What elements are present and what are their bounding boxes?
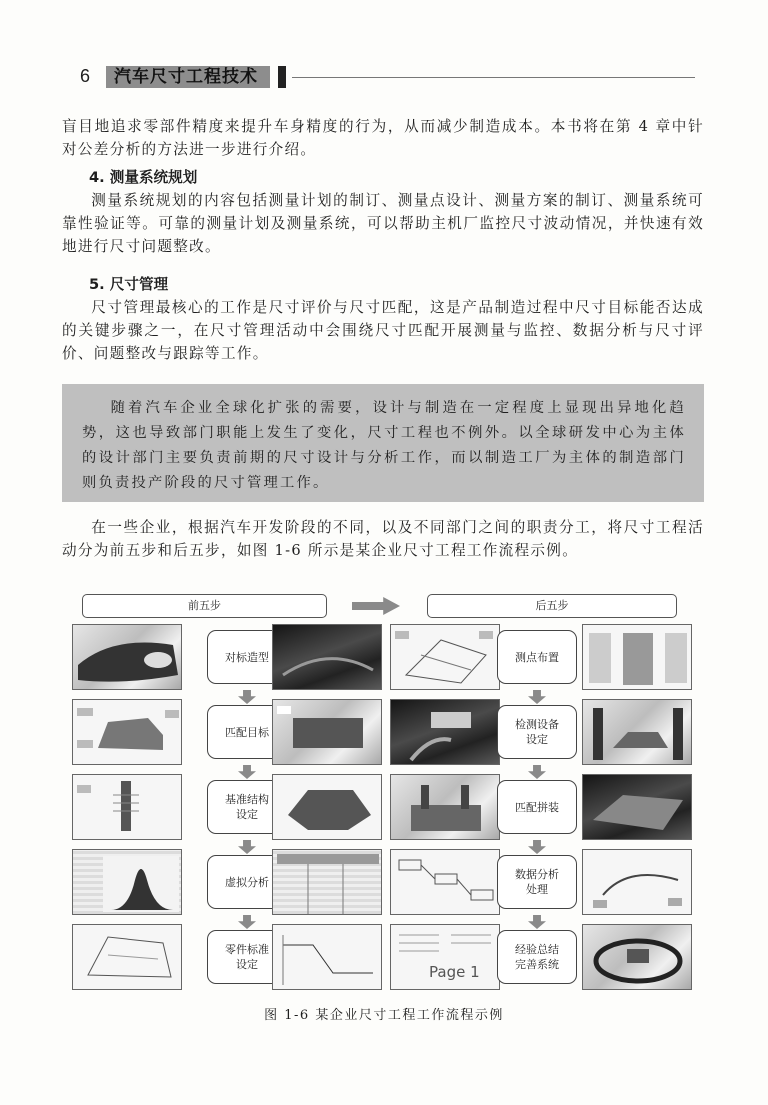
measure-chart-picture xyxy=(583,625,692,690)
flowchart-picture xyxy=(391,850,500,915)
thumb-analysis-car xyxy=(582,849,692,915)
front-arrow-4 xyxy=(238,915,256,929)
back-arrow-1 xyxy=(528,690,546,704)
page-one-label: Page 1 xyxy=(429,963,480,981)
histogram-picture xyxy=(73,850,182,915)
intro-paragraph: 盲目地追求零部件精度来提升车身精度的行为，从而减少制造成本。本书将在第 4 章中针对公差分析的方法进一步进行介绍。 xyxy=(62,118,704,158)
front-arrow-3 xyxy=(238,840,256,854)
front-step-2: 匹配目标 xyxy=(207,705,287,759)
thumb-subframe xyxy=(272,774,382,840)
fixture-picture xyxy=(391,775,500,840)
front-arrow-1 xyxy=(238,690,256,704)
thumb-spreadsheet xyxy=(272,849,382,915)
analysis-car-picture xyxy=(583,850,692,915)
stage-arrow xyxy=(352,597,400,615)
section-heading-4: 4. 测量系统规划 xyxy=(89,169,198,186)
back-step-3: 匹配拼装 xyxy=(497,780,577,834)
thumb-interior xyxy=(272,699,382,765)
measurement-paragraph: 测量系统规划的内容包括测量计划的制订、测量点设计、测量方案的制订、测量系统可靠性验证等。可靠的测量计划及测量系统，可以帮助主机厂监控尺寸波动情况，并快速有效地进行尺寸问题整改。 xyxy=(62,192,704,255)
thumb-cmm xyxy=(582,699,692,765)
ring-fixture-picture xyxy=(583,925,692,990)
note-box xyxy=(62,384,704,502)
workflow-figure xyxy=(72,594,692,992)
thumb-panel xyxy=(72,924,182,990)
back-arrow-3 xyxy=(528,840,546,854)
back-arrow-4 xyxy=(528,915,546,929)
front-step-3: 基准结构 设定 xyxy=(207,780,287,834)
thumb-histogram xyxy=(72,849,182,915)
stage-front-label: 前五步 xyxy=(82,594,327,618)
subframe-picture xyxy=(273,775,382,840)
thumb-ring-fixture xyxy=(582,924,692,990)
car-headlight-picture xyxy=(73,625,182,690)
back-step-2: 检测设备 设定 xyxy=(497,705,577,759)
thumb-probe xyxy=(390,699,500,765)
car-model-picture xyxy=(73,700,182,765)
back-arrow-2 xyxy=(528,765,546,779)
back-step-4: 数据分析 处理 xyxy=(497,855,577,909)
back-step-1: 测点布置 xyxy=(497,630,577,684)
thumb-car-dark xyxy=(272,624,382,690)
spreadsheet-picture xyxy=(273,850,382,915)
interior-picture xyxy=(273,700,382,765)
thumb-measure-chart xyxy=(582,624,692,690)
thumb-flowchart xyxy=(390,849,500,915)
thumb-car-headlight xyxy=(72,624,182,690)
thumb-measure-points xyxy=(390,624,500,690)
car-dark-picture xyxy=(273,625,382,690)
front-step-5: 零件标准 设定 xyxy=(207,930,287,984)
note-text: 随着汽车企业全球化扩张的需要，设计与制造在一定程度上显现出异地化趋势，这也导致部门职能上发生了变化，尺寸工程也不例外。以全球研发中心为主体的设计部门主要负责前期的尺寸设计与分析工作，而以制造工厂为主体的制造部门则负责投产阶段的尺寸管理工作。 xyxy=(82,400,686,491)
measure-points-picture xyxy=(391,625,500,690)
thumb-car-model xyxy=(72,699,182,765)
front-step-4: 虚拟分析 xyxy=(207,855,287,909)
panel-picture xyxy=(73,925,182,990)
dimension-management-paragraph: 尺寸管理最核心的工作是尺寸评价与尺寸匹配，这是产品制造过程中尺寸目标能否达成的关键步骤之一，在尺寸管理活动中会围绕尺寸匹配开展测量与监控、数据分析与尺寸评价、问题整改与跟踪等工作。 xyxy=(62,299,704,362)
back-step-5: 经验总结 完善系统 xyxy=(497,930,577,984)
header-block xyxy=(278,66,286,88)
thumb-cubing xyxy=(582,774,692,840)
workflow-intro-paragraph: 在一些企业，根据汽车开发阶段的不同，以及不同部门之间的职责分工，将尺寸工程活动分为前五步和后五步，如图 1-6 所示是某企业尺寸工程工作流程示例。 xyxy=(62,519,704,559)
thumb-strut xyxy=(72,774,182,840)
strut-picture xyxy=(73,775,182,840)
thumb-document xyxy=(390,924,500,990)
probe-picture xyxy=(391,700,500,765)
thumb-curve xyxy=(272,924,382,990)
cubing-picture xyxy=(583,775,692,840)
book-title: 汽车尺寸工程技术 xyxy=(106,66,270,88)
front-arrow-2 xyxy=(238,765,256,779)
front-step-1: 对标造型 xyxy=(207,630,287,684)
stage-back-label: 后五步 xyxy=(427,594,677,618)
curve-picture xyxy=(273,925,382,990)
running-header xyxy=(80,66,695,88)
figure-caption: 图 1-6 某企业尺寸工程工作流程示例 xyxy=(264,1008,504,1023)
page-number: 6 xyxy=(80,66,91,86)
thumb-fixture xyxy=(390,774,500,840)
header-rule xyxy=(292,77,695,78)
cmm-picture xyxy=(583,700,692,765)
section-heading-5: 5. 尺寸管理 xyxy=(89,276,169,293)
